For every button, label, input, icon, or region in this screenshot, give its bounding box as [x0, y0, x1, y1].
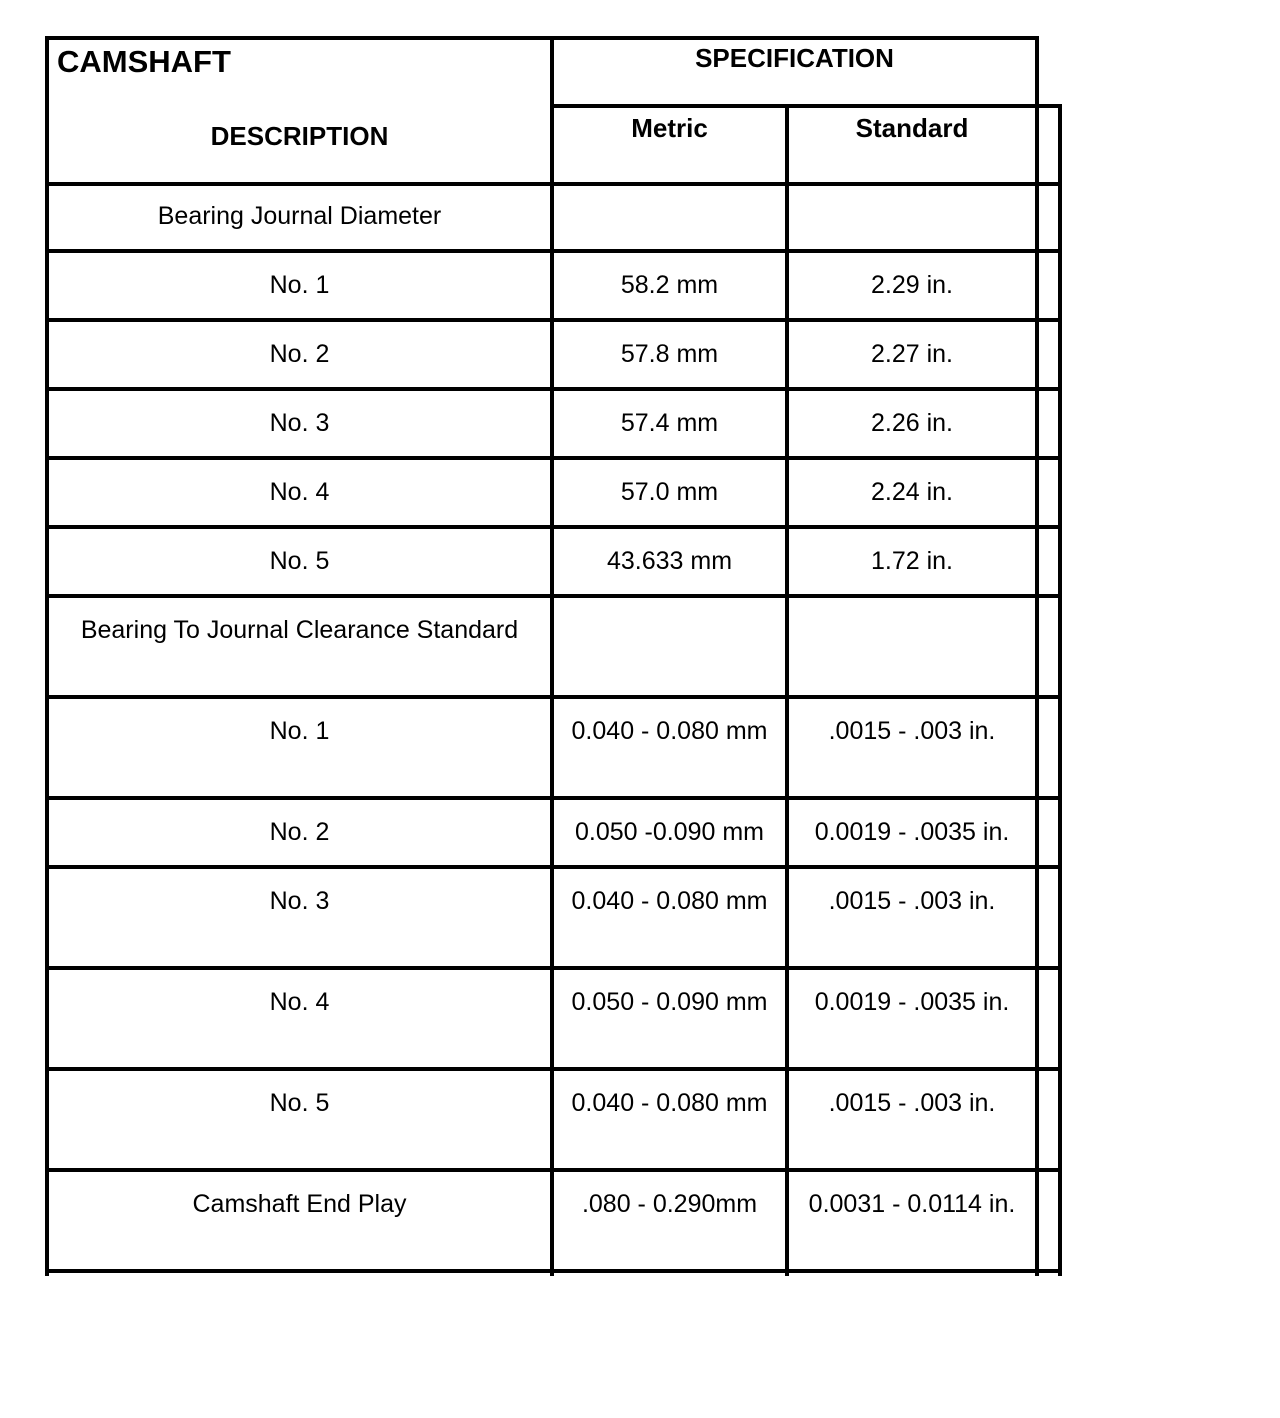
row-standard-cell: .0015 - .003 in. [828, 1089, 996, 1117]
row-divider [45, 1067, 1062, 1071]
row-description-cell: No. 5 [269, 547, 330, 575]
table-top-border [45, 36, 1039, 40]
row-description-cell: No. 1 [269, 271, 330, 299]
row-divider [45, 318, 1062, 322]
standard-column-header: Standard [855, 113, 969, 143]
row-description-cell: No. 1 [269, 717, 330, 745]
row-standard-cell: 2.24 in. [870, 478, 953, 506]
row-divider [45, 594, 1062, 598]
row-standard-cell: 1.72 in. [870, 547, 953, 575]
table-right-border [1058, 104, 1062, 1276]
row-divider [45, 796, 1062, 800]
table-title: CAMSHAFT [57, 44, 231, 79]
standard-column-divider [1035, 36, 1039, 1276]
row-description-cell: No. 5 [269, 1089, 330, 1117]
row-metric-cell: 43.633 mm [606, 547, 733, 575]
row-standard-cell: 0.0019 - .0035 in. [814, 818, 1010, 846]
metric-column-divider [785, 104, 789, 1276]
table-left-border [45, 36, 49, 1276]
row-metric-cell: .080 - 0.290mm [581, 1190, 758, 1218]
row-standard-cell: 0.0019 - .0035 in. [814, 988, 1010, 1016]
row-metric-cell: 57.8 mm [620, 340, 719, 368]
row-description-cell: No. 3 [269, 887, 330, 915]
row-divider [45, 525, 1062, 529]
description-column-divider [550, 36, 554, 1276]
row-divider [45, 695, 1062, 699]
row-divider [45, 249, 1062, 253]
row-standard-cell: 2.29 in. [870, 271, 953, 299]
row-metric-cell: 57.0 mm [620, 478, 719, 506]
spec-header-divider [550, 104, 1062, 108]
row-description-cell: Camshaft End Play [192, 1190, 407, 1218]
row-metric-cell: 0.040 - 0.080 mm [571, 887, 768, 915]
row-metric-cell: 58.2 mm [620, 271, 719, 299]
row-metric-cell: 0.050 - 0.090 mm [571, 988, 768, 1016]
row-metric-cell: 57.4 mm [620, 409, 719, 437]
row-metric-cell: 0.050 -0.090 mm [575, 818, 764, 846]
row-description-cell: No. 4 [269, 988, 330, 1016]
row-divider [45, 387, 1062, 391]
row-standard-cell: .0015 - .003 in. [828, 717, 996, 745]
row-standard-cell: 2.27 in. [870, 340, 953, 368]
specification-header: SPECIFICATION [695, 43, 894, 73]
row-divider [45, 456, 1062, 460]
row-description-cell: Bearing To Journal Clearance Standard [80, 616, 519, 644]
row-description-cell: No. 2 [269, 818, 330, 846]
row-metric-cell: 0.040 - 0.080 mm [571, 717, 768, 745]
row-divider [45, 1168, 1062, 1172]
description-column-header: DESCRIPTION [210, 121, 389, 151]
row-standard-cell: 0.0031 - 0.0114 in. [808, 1190, 1016, 1218]
row-standard-cell: .0015 - .003 in. [828, 887, 996, 915]
row-description-cell: No. 2 [269, 340, 330, 368]
row-divider [45, 1269, 1062, 1273]
row-description-cell: No. 4 [269, 478, 330, 506]
row-standard-cell: 2.26 in. [870, 409, 953, 437]
metric-column-header: Metric [631, 113, 708, 143]
row-divider [45, 865, 1062, 869]
row-description-cell: Bearing Journal Diameter [157, 202, 442, 230]
row-metric-cell: 0.040 - 0.080 mm [571, 1089, 768, 1117]
row-description-cell: No. 3 [269, 409, 330, 437]
row-divider [45, 966, 1062, 970]
